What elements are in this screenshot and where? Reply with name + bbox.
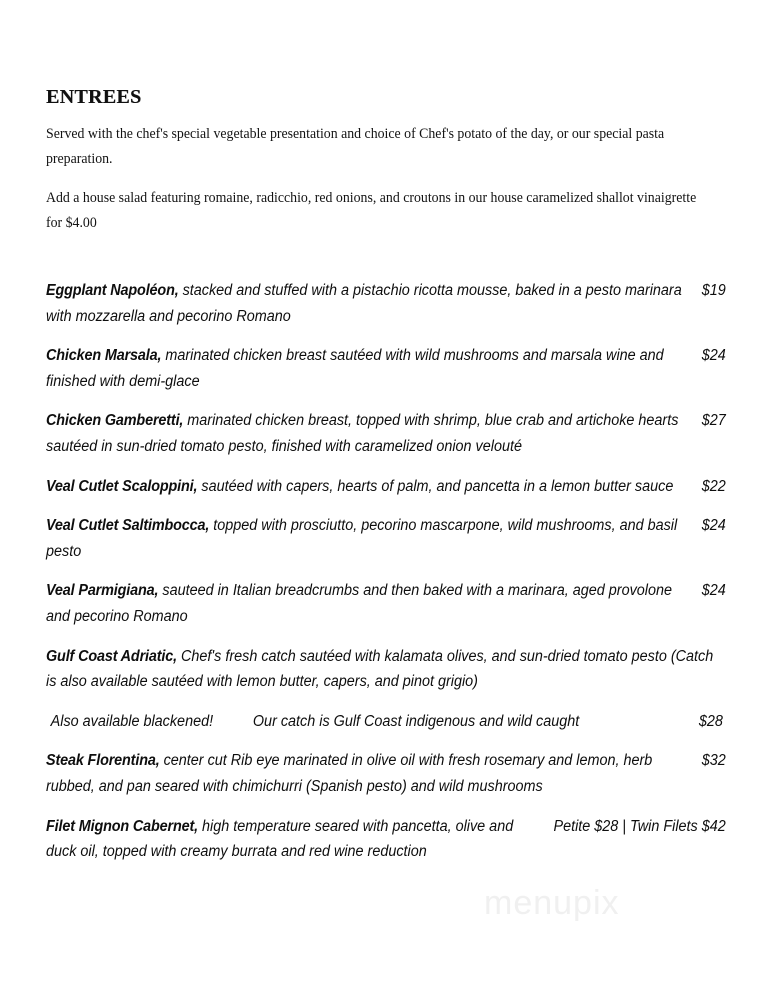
menu-item: [46, 408, 726, 459]
menu-item-description: sauteed in Italian breadcrumbs and then baked with a marinara, aged provolone and pecorino Romano: [46, 582, 672, 625]
menu-item-text: [46, 644, 726, 695]
menu-item: [46, 814, 726, 865]
page-title: ENTREES: [46, 86, 142, 108]
menu-item-price: $28: [698, 712, 723, 730]
menu-item-name: Filet Mignon Cabernet,: [46, 817, 199, 835]
menu-item: [46, 343, 726, 394]
menu-item-description: topped with prosciutto, pecorino mascarpone, wild mushrooms, and basil pesto: [46, 517, 678, 560]
menu-item-price: Petite $28 | Twin Filets $42: [553, 817, 726, 835]
menu-item-name: Chicken Marsala,: [46, 347, 162, 365]
entree-list: [46, 278, 726, 865]
menu-item-price: $32: [701, 752, 726, 770]
menu-item: [46, 278, 726, 329]
menu-item-note: [46, 709, 726, 735]
menu-item-name: Veal Cutlet Saltimbocca,: [46, 517, 210, 535]
menu-item-description: sautéed with capers, hearts of palm, and pancetta in a lemon butter sauce: [201, 477, 674, 495]
menu-item-description: Chef's fresh catch sautéed with kalamata olives, and sun-dried tomato pesto (Catch is also available sautéed with lemon butter, capers, and pinot grigio): [46, 647, 714, 691]
menu-item: [46, 578, 726, 629]
menu-item-description: center cut Rib eye marinated in olive oil with fresh rosemary and lemon, herb rubbed, and pan seared with chimichurri (Spanish pesto) and wild mushrooms: [46, 752, 653, 795]
menu-item: [46, 474, 726, 500]
menu-item-price: $22: [701, 477, 726, 495]
menu-item-price: $24: [701, 347, 726, 365]
menu-item-text: [46, 474, 726, 500]
menu-item-text: [46, 814, 726, 865]
menu-item-text: [46, 578, 726, 629]
menu-item-price: $27: [701, 412, 726, 430]
menu-item-price: $24: [701, 517, 726, 535]
menu-item-name: Veal Parmigiana,: [46, 582, 159, 600]
menu-item-price: $19: [701, 282, 726, 299]
menu-item-price: $24: [701, 582, 726, 600]
menu-item-note-left: Also available blackened!: [50, 712, 214, 730]
menu-item-text: [46, 513, 726, 564]
menu-item-name: Chicken Gamberetti,: [46, 412, 184, 430]
menu-content: [46, 86, 726, 879]
menu-item: [46, 748, 726, 799]
menu-item-name: Gulf Coast Adriatic,: [46, 647, 177, 665]
menu-item-description: high temperature seared with pancetta, olive and duck oil, topped with creamy burrata and red wine reduction: [46, 817, 514, 861]
intro-paragraph-1: Served with the chef's special vegetable presentation and choice of Chef's potato of the day, or our special pasta preparation.: [46, 126, 665, 167]
menu-item-name: Veal Cutlet Scaloppini,: [46, 477, 198, 495]
menu-item-text: [46, 748, 726, 799]
menu-item-description: marinated chicken breast sautéed with wild mushrooms and marsala wine and finished with demi-glace: [46, 347, 664, 390]
menu-item-text: [46, 278, 726, 329]
watermark: menupix: [484, 884, 620, 922]
menu-item-name: Eggplant Napoléon,: [46, 282, 179, 299]
menu-item-name: Steak Florentina,: [46, 752, 160, 770]
menu-item: [46, 513, 726, 564]
intro-paragraph-2: Add a house salad featuring romaine, radicchio, red onions, and croutons in our house caramelized shallot vinaigrette for $4.00: [46, 190, 697, 231]
menu-item-note-right: Our catch is Gulf Coast indigenous and wild caught: [252, 712, 580, 730]
menu-item-description: marinated chicken breast, topped with shrimp, blue crab and artichoke hearts sautéed in sun-dried tomato pesto, finished with caramelized onion velouté: [46, 412, 679, 455]
menu-item-text: [46, 408, 726, 459]
menu-item-text: [46, 343, 726, 394]
menu-item-description: stacked and stuffed with a pistachio ricotta mousse, baked in a pesto marinara with mozzarella and pecorino Romano: [46, 282, 682, 325]
menu-item: [46, 644, 726, 735]
